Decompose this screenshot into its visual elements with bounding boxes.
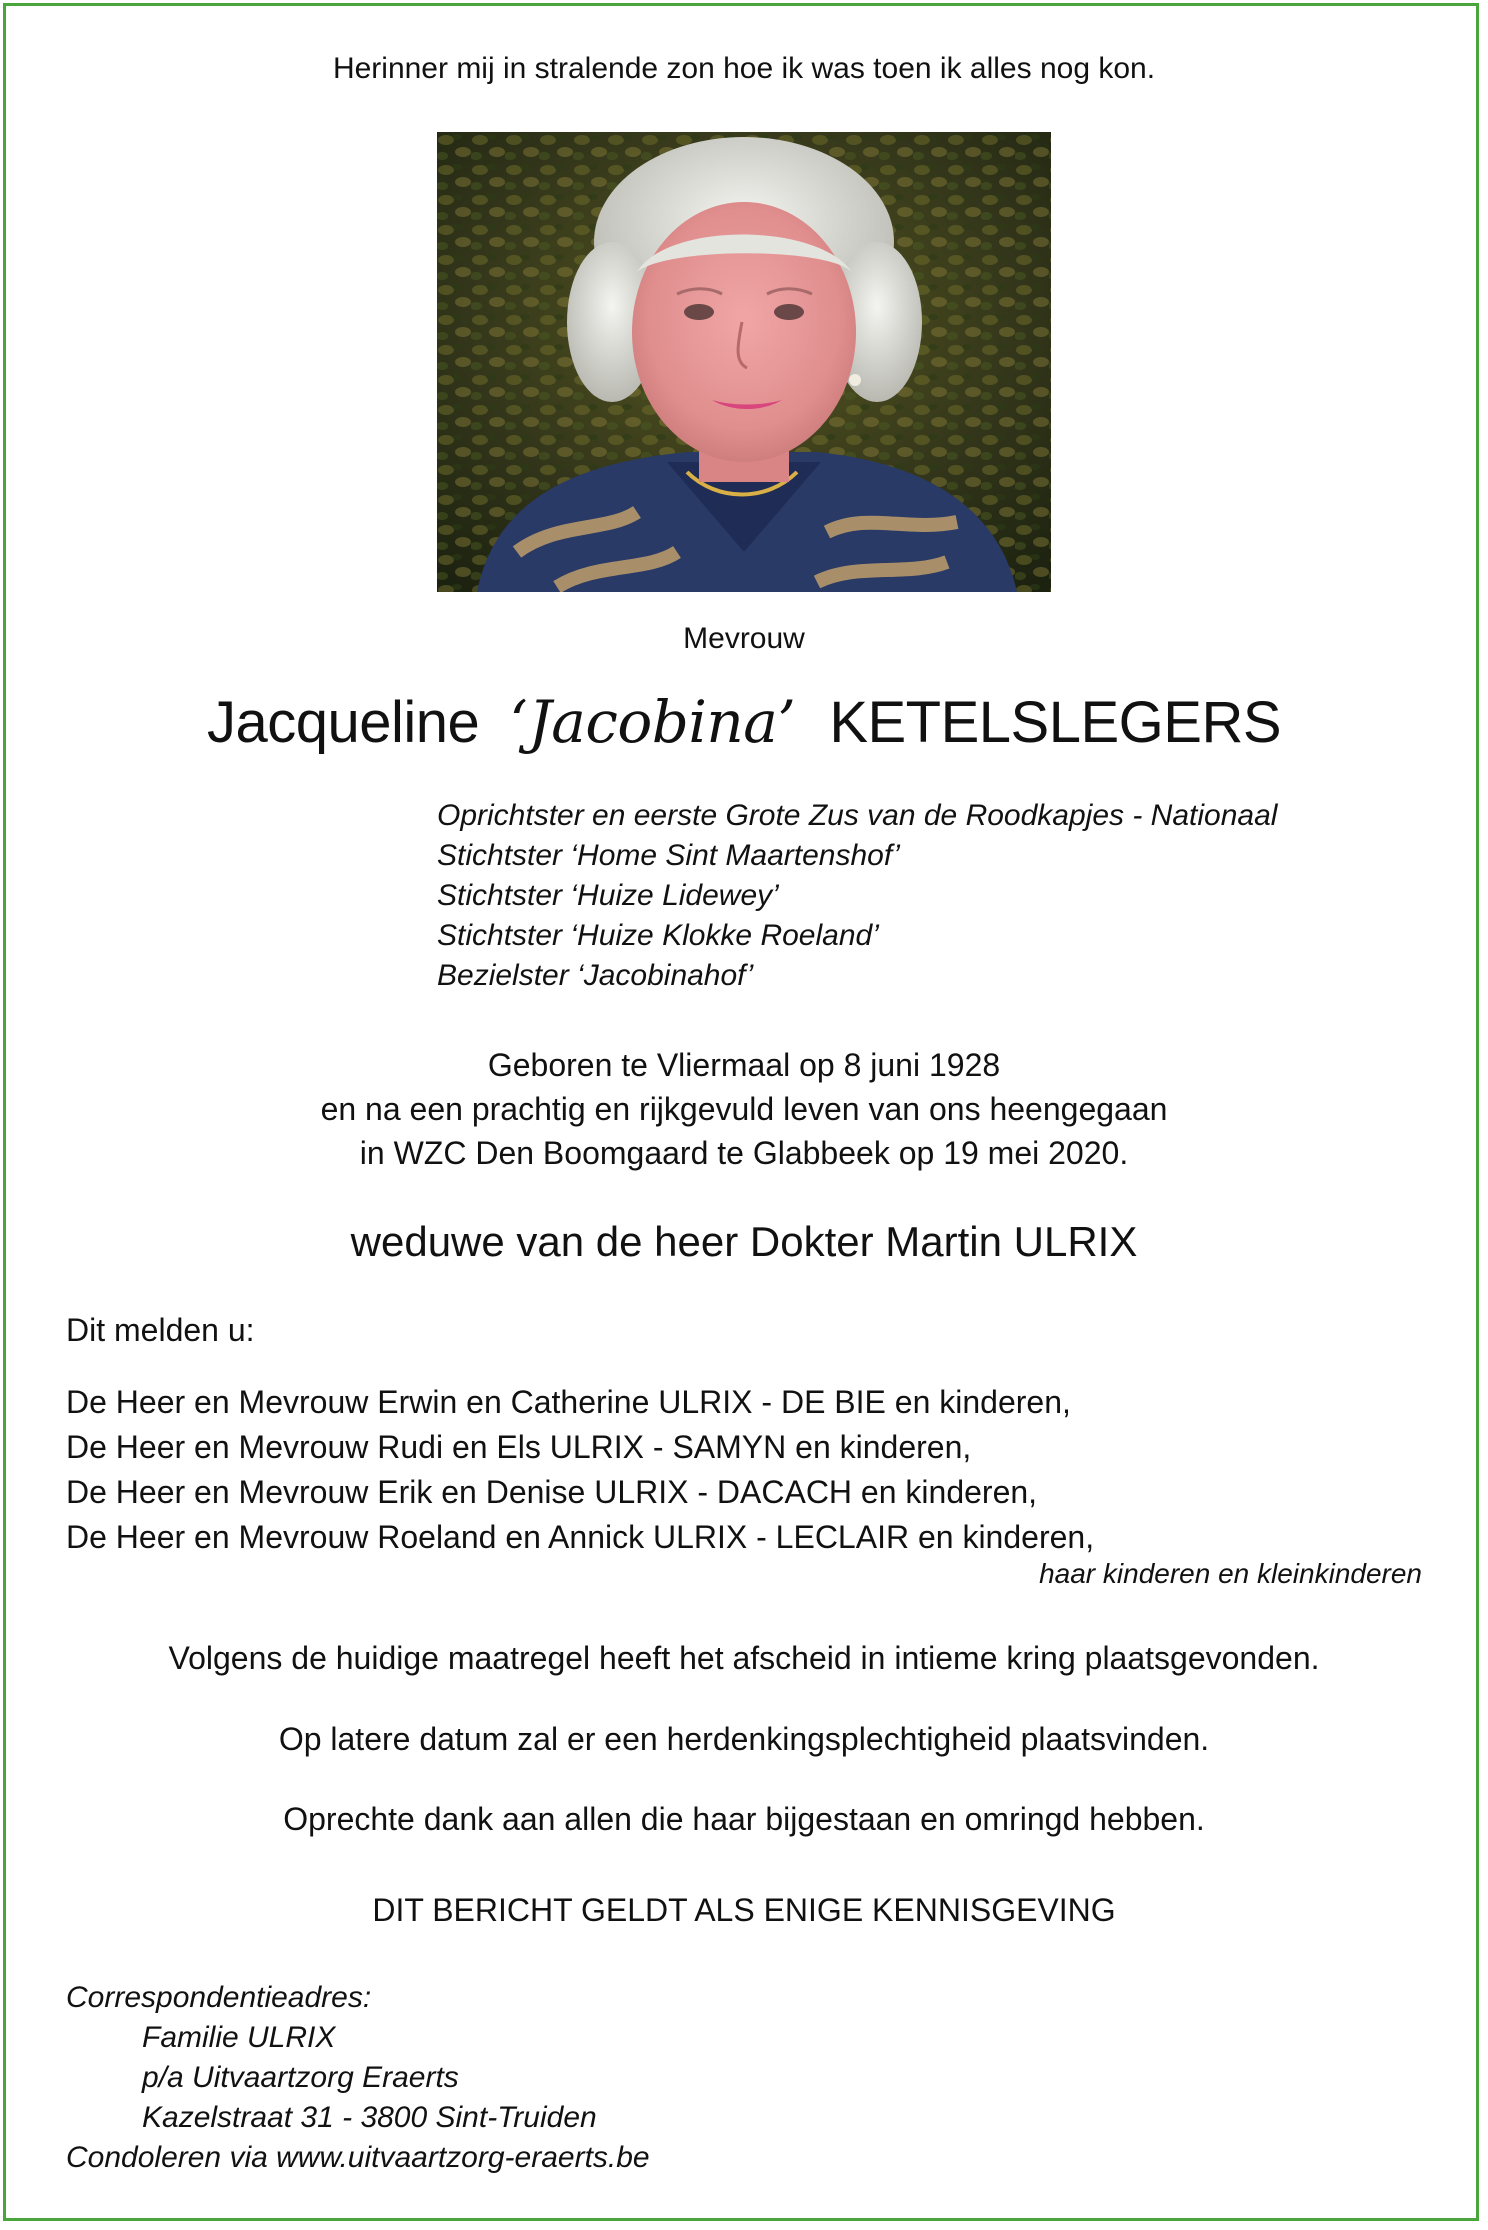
role-line: Stichtster ‘Home Sint Maartenshof’ [437, 839, 900, 872]
born-line: en na een prachtig en rijkgevuld leven van ons heengegaan [320, 1091, 1168, 1127]
family-list [66, 1380, 1094, 1560]
portrait-photo [437, 132, 1051, 592]
family-line: De Heer en Mevrouw Rudi en Els ULRIX - SAMYN en kinderen, [66, 1429, 972, 1465]
correspondence-block [66, 1978, 650, 2178]
born-line: in WZC Den Boomgaard te Glabbeek op 19 mei 2020. [359, 1135, 1129, 1171]
role-line: Bezielster ‘Jacobinahof’ [437, 959, 754, 992]
role-line: Stichtster ‘Huize Klokke Roeland’ [437, 919, 879, 952]
address-line: Familie ULRIX [142, 2021, 336, 2054]
correspondence-label: Correspondentieadres: [66, 1981, 372, 2014]
deceased-name [0, 688, 1488, 756]
farewell-paragraph: Volgens de huidige maatregel heeft het afscheid in intieme kring plaatsgevonden. [168, 1640, 1320, 1676]
condolence-link[interactable]: Condoleren via www.uitvaartzorg-eraerts.be [66, 2141, 650, 2174]
honorific: Mevrouw [683, 622, 805, 655]
family-line: De Heer en Mevrouw Roeland en Annick ULRIX - LECLAIR en kinderen, [66, 1519, 1095, 1555]
role-line: Stichtster ‘Huize Lidewey’ [437, 879, 779, 912]
thanks-paragraph: Oprechte dank aan allen die haar bijgestaan en omringd hebben. [283, 1801, 1205, 1837]
address-line: Kazelstraat 31 - 3800 Sint-Truiden [142, 2101, 597, 2134]
memorial-quote: Herinner mij in stralende zon hoe ik was toen ik alles nog kon. [332, 52, 1156, 85]
first-name: Jacqueline [206, 690, 480, 755]
family-line: De Heer en Mevrouw Erik en Denise ULRIX - DACACH en kinderen, [66, 1474, 1038, 1510]
address-line: p/a Uitvaartzorg Eraerts [142, 2061, 459, 2094]
family-line: De Heer en Mevrouw Erwin en Catherine ULRIX - DE BIE en kinderen, [66, 1384, 1071, 1420]
official-notice: DIT BERICHT GELDT ALS ENIGE KENNISGEVING [372, 1892, 1116, 1928]
role-line: Oprichtster en eerste Grote Zus van de Roodkapjes - Nationaal [437, 799, 1278, 832]
announce-intro: Dit melden u: [66, 1312, 255, 1348]
born-line: Geboren te Vliermaal op 8 juni 1928 [487, 1047, 1001, 1083]
last-name: KETELSLEGERS [829, 690, 1282, 755]
roles-list [437, 796, 1277, 996]
family-signature: haar kinderen en kleinkinderen [1039, 1558, 1422, 1589]
widow-line: weduwe van de heer Dokter Martin ULRIX [350, 1218, 1138, 1265]
birth-death-text [0, 1043, 1488, 1175]
nickname: ‘Jacobina’ [509, 688, 796, 756]
ceremony-paragraph: Op latere datum zal er een herdenkingsplechtigheid plaatsvinden. [278, 1721, 1210, 1757]
